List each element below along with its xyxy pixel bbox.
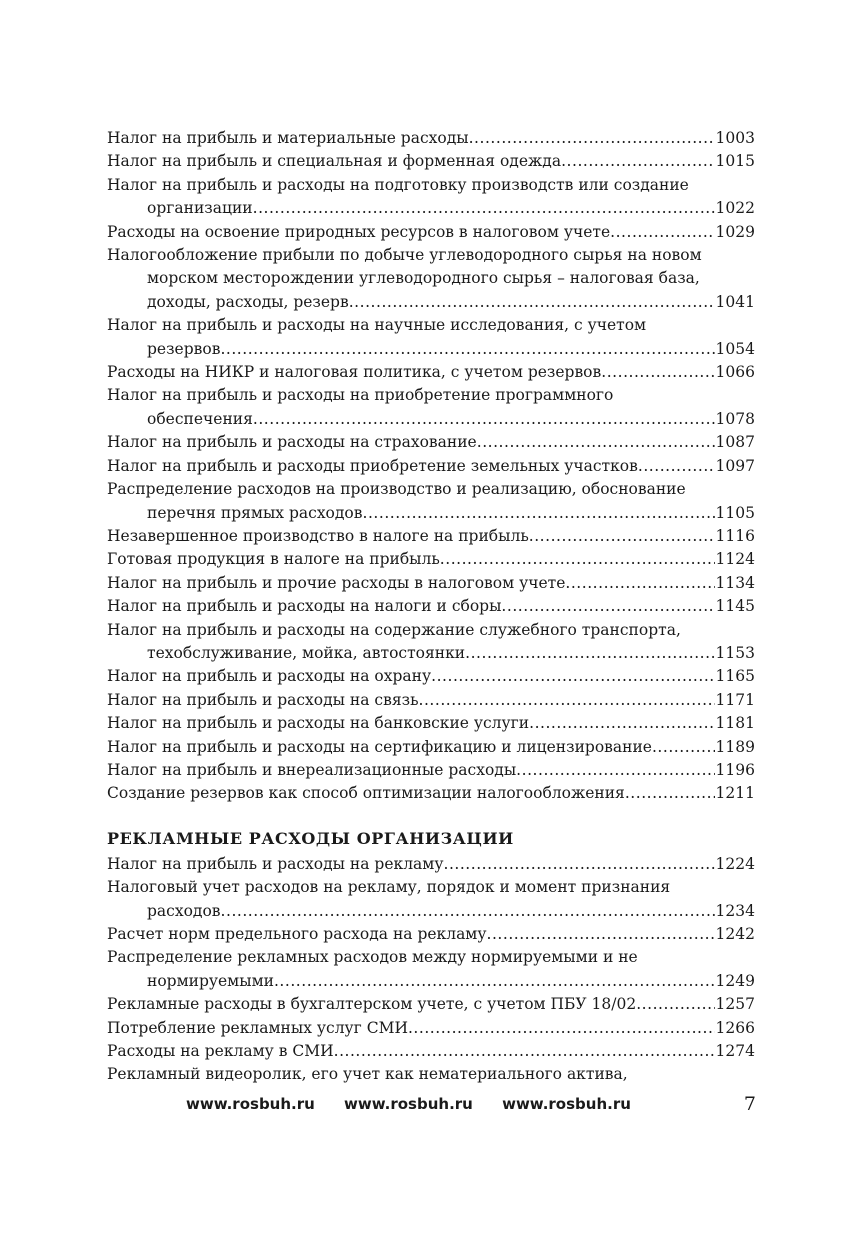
toc-page-number: 1181	[715, 714, 755, 733]
toc-entry-line	[107, 291, 755, 314]
toc-entry[interactable]	[107, 431, 755, 454]
dot-leader	[363, 502, 715, 525]
toc-entry-line	[107, 1063, 755, 1086]
dot-leader	[440, 548, 715, 571]
toc-entry-line	[107, 548, 755, 571]
toc-entry-line	[107, 338, 755, 361]
toc-entry-line	[107, 712, 755, 735]
toc-entry-title: Налог на прибыль и расходы на охрану	[107, 667, 432, 686]
toc-page-number: 1266	[715, 1018, 755, 1037]
toc-entry-title: нормируемыми	[147, 971, 274, 990]
toc-entry[interactable]	[107, 314, 755, 361]
toc-entry[interactable]	[107, 150, 755, 173]
toc-entry-title: Распределение рекламных расходов между нормируемыми и не	[107, 948, 638, 967]
toc-entry-line	[107, 572, 755, 595]
toc-entry-line	[107, 665, 755, 688]
dot-leader	[431, 665, 714, 688]
toc-entry-line	[107, 314, 755, 337]
dot-leader	[334, 1040, 715, 1063]
toc-entry[interactable]	[107, 876, 755, 923]
toc-entry-title: Налоговый учет расходов на рекламу, порядок и момент признания	[107, 878, 671, 897]
toc-entry-line	[107, 408, 755, 431]
toc-page-number: 1124	[715, 550, 755, 569]
toc-entry-line	[107, 993, 755, 1016]
toc-entry-line	[107, 876, 755, 899]
toc-entry-title: Рекламный видеоролик, его учет как нематериального актива,	[107, 1065, 628, 1084]
toc-entry-title: Налог на прибыль и расходы приобретение земельных участков	[107, 456, 638, 475]
toc-entry-title: Налог на прибыль и расходы на приобретение программного	[107, 386, 614, 405]
toc-page-number: 1022	[715, 199, 755, 218]
toc-entry-title: резервов	[147, 339, 221, 358]
toc-page-number: 1134	[715, 573, 755, 592]
toc-page-number: 1211	[715, 784, 755, 803]
toc-entry[interactable]	[107, 361, 755, 384]
toc-entry-line	[107, 267, 755, 290]
dot-leader	[487, 923, 715, 946]
toc-entry-line	[107, 150, 755, 173]
toc-entry-title: Расходы на НИКР и налоговая политика, с учетом резервов	[107, 363, 602, 382]
dot-leader	[274, 970, 715, 993]
toc-entry-title: Налогообложение прибыли по добыче углеводородного сырья на новом	[107, 246, 702, 265]
toc-entry-title: Потребление рекламных услуг СМИ	[107, 1018, 408, 1037]
dot-leader	[465, 642, 714, 665]
toc-page-number: 1257	[715, 995, 755, 1014]
toc-entry-title: организации	[147, 199, 253, 218]
toc-entry-title: Расходы на рекламу в СМИ	[107, 1042, 334, 1061]
dot-leader	[565, 572, 714, 595]
dot-leader	[477, 431, 715, 454]
toc-entry-title: Незавершенное производство в налоге на прибыль	[107, 526, 529, 545]
toc-page-number: 1189	[715, 737, 755, 756]
dot-leader	[516, 759, 714, 782]
page-footer	[186, 1093, 756, 1119]
page-number: 7	[743, 1093, 756, 1115]
toc-page-number: 1078	[715, 409, 755, 428]
toc-entry-line	[107, 689, 755, 712]
dot-leader	[529, 712, 714, 735]
dot-leader	[561, 150, 714, 173]
footer-url[interactable]: www.rosbuh.ru	[344, 1095, 473, 1113]
toc-page-number: 1249	[715, 971, 755, 990]
section-heading-advertising: РЕКЛАМНЫЕ РАСХОДЫ ОРГАНИЗАЦИИ	[107, 828, 514, 848]
toc-entry-title: Налог на прибыль и расходы на связь	[107, 690, 419, 709]
toc-entry[interactable]	[107, 712, 755, 735]
toc-entry[interactable]	[107, 548, 755, 571]
toc-entry-line	[107, 478, 755, 501]
toc-entry-line	[107, 759, 755, 782]
toc-entry-line	[107, 1040, 755, 1063]
toc-entry-line	[107, 642, 755, 665]
toc-page-number: 1224	[715, 854, 755, 873]
toc-entry-title: доходы, расходы, резерв	[147, 292, 349, 311]
dot-leader	[221, 900, 715, 923]
toc-section-advertising	[107, 853, 755, 1087]
toc-page-number: 1165	[715, 667, 755, 686]
toc-entry-title: Налог на прибыль и расходы на сертификацию и лицензирование	[107, 737, 652, 756]
toc-entry-line	[107, 946, 755, 969]
toc-entry[interactable]	[107, 455, 755, 478]
toc-page-number: 1274	[715, 1042, 755, 1061]
toc-entry-line	[107, 502, 755, 525]
toc-entry-title: обеспечения	[147, 409, 253, 428]
dot-leader	[253, 197, 715, 220]
toc-entry-line	[107, 197, 755, 220]
dot-leader	[408, 1017, 715, 1040]
toc-entry-title: Налог на прибыль и расходы на налоги и сборы	[107, 597, 502, 616]
toc-entry-line	[107, 525, 755, 548]
toc-entry-title: Налог на прибыль и расходы на рекламу	[107, 854, 444, 873]
toc-entry-title: Налог на прибыль и расходы на содержание служебного транспорта,	[107, 620, 681, 639]
toc-entry-title: Создание резервов как способ оптимизации налогообложения	[107, 784, 625, 803]
dot-leader	[601, 361, 714, 384]
toc-entry-title: техобслуживание, мойка, автостоянки	[147, 643, 466, 662]
toc-entry[interactable]	[107, 993, 755, 1016]
dot-leader	[529, 525, 715, 548]
toc-entry[interactable]	[107, 736, 755, 759]
toc-page-number: 1116	[715, 526, 755, 545]
toc-entry-title: перечня прямых расходов	[147, 503, 363, 522]
toc-entry-line	[107, 619, 755, 642]
toc-entry-line	[107, 923, 755, 946]
toc-entry[interactable]	[107, 689, 755, 712]
footer-url[interactable]: www.rosbuh.ru	[186, 1095, 315, 1113]
toc-entry[interactable]	[107, 595, 755, 618]
dot-leader	[253, 408, 715, 431]
toc-page-number: 1153	[715, 643, 755, 662]
toc-page-number: 1105	[715, 503, 755, 522]
toc-entry-title: Рекламные расходы в бухгалтерском учете, с учетом ПБУ 18/02	[107, 995, 637, 1014]
footer-url[interactable]: www.rosbuh.ru	[502, 1095, 631, 1113]
toc-page-number: 1196	[715, 760, 755, 779]
toc-entry[interactable]	[107, 1040, 755, 1063]
toc-page-number: 1041	[715, 292, 755, 311]
toc-entry-line	[107, 595, 755, 618]
toc-entry-title: Налог на прибыль и прочие расходы в налоговом учете	[107, 573, 566, 592]
toc-entry-title: Расчет норм предельного расхода на рекламу	[107, 925, 487, 943]
toc-entry-line	[107, 127, 755, 150]
toc-entry-title: Налог на прибыль и расходы на подготовку производств или создание	[107, 175, 689, 194]
toc-entry-title: расходов	[147, 901, 221, 920]
dot-leader	[349, 291, 715, 314]
toc-entry-line	[107, 361, 755, 384]
toc-entry-line	[107, 174, 755, 197]
toc-entry-title: Налог на прибыль и расходы на банковские услуги	[107, 714, 530, 733]
toc-page-number: 1003	[715, 129, 755, 147]
toc-page-number: 1087	[715, 433, 755, 452]
toc-page-number: 1097	[715, 456, 755, 475]
toc-page-number: 1015	[715, 152, 755, 171]
toc-entry[interactable]	[107, 384, 755, 431]
toc-page-number: 1242	[715, 925, 755, 943]
dot-leader	[443, 853, 714, 876]
toc-entry[interactable]	[107, 572, 755, 595]
toc-entry-title: Готовая продукция в налоге на прибыль	[107, 550, 440, 569]
toc-page-number: 1145	[715, 597, 755, 616]
dot-leader	[419, 689, 715, 712]
toc-entry[interactable]	[107, 1063, 755, 1086]
toc-entry[interactable]	[107, 174, 755, 221]
toc-entry-line	[107, 384, 755, 407]
toc-entry-line	[107, 431, 755, 454]
toc-entry-line	[107, 900, 755, 923]
toc-entry[interactable]	[107, 946, 755, 993]
dot-leader	[636, 993, 714, 1016]
toc-entry[interactable]	[107, 782, 755, 805]
toc-entry[interactable]	[107, 923, 755, 946]
toc-entry-title: Распределение расходов на производство и реализацию, обоснование	[107, 480, 686, 499]
dot-leader	[638, 455, 715, 478]
toc-entry-line	[107, 221, 755, 244]
toc-section-tax	[107, 127, 755, 806]
toc-entry-line	[107, 244, 755, 267]
toc-page-number: 1054	[715, 339, 755, 358]
toc-entry-line	[107, 1017, 755, 1040]
dot-leader	[652, 736, 715, 759]
toc-page-number: 1234	[715, 901, 755, 920]
dot-leader	[610, 221, 714, 244]
toc-entry-line	[107, 736, 755, 759]
toc-entry-title: морском месторождении углеводородного сырья – налоговая база,	[147, 269, 700, 288]
toc-entry[interactable]	[107, 1017, 755, 1040]
toc-entry[interactable]	[107, 665, 755, 688]
toc-entry[interactable]	[107, 478, 755, 525]
toc-entry[interactable]	[107, 759, 755, 782]
toc-entry[interactable]	[107, 619, 755, 666]
toc-entry[interactable]	[107, 221, 755, 244]
toc-entry-line	[107, 970, 755, 993]
toc-entry-title: Налог на прибыль и материальные расходы	[107, 129, 469, 147]
toc-entry[interactable]	[107, 853, 755, 876]
toc-entry[interactable]	[107, 127, 755, 150]
toc-entry[interactable]	[107, 525, 755, 548]
dot-leader	[625, 782, 715, 805]
table-of-contents	[107, 127, 755, 1087]
toc-entry-title: Налог на прибыль и внереализационные расходы	[107, 760, 517, 779]
toc-entry-line	[107, 782, 755, 805]
dot-leader	[469, 127, 715, 150]
dot-leader	[501, 595, 714, 618]
toc-page-number: 1066	[715, 363, 755, 382]
toc-page-number: 1171	[715, 690, 755, 709]
toc-entry-line	[107, 455, 755, 478]
toc-entry-title: Налог на прибыль и расходы на научные исследования, с учетом	[107, 316, 647, 335]
toc-entry-title: Налог на прибыль и специальная и форменная одежда	[107, 152, 562, 171]
toc-entry-title: Расходы на освоение природных ресурсов в налоговом учете	[107, 222, 611, 241]
toc-page-number: 1029	[715, 222, 755, 241]
toc-entry-line	[107, 853, 755, 876]
dot-leader	[220, 338, 714, 361]
toc-entry-title: Налог на прибыль и расходы на страхование	[107, 433, 477, 452]
toc-entry[interactable]	[107, 244, 755, 314]
footer-urls	[186, 1095, 655, 1113]
